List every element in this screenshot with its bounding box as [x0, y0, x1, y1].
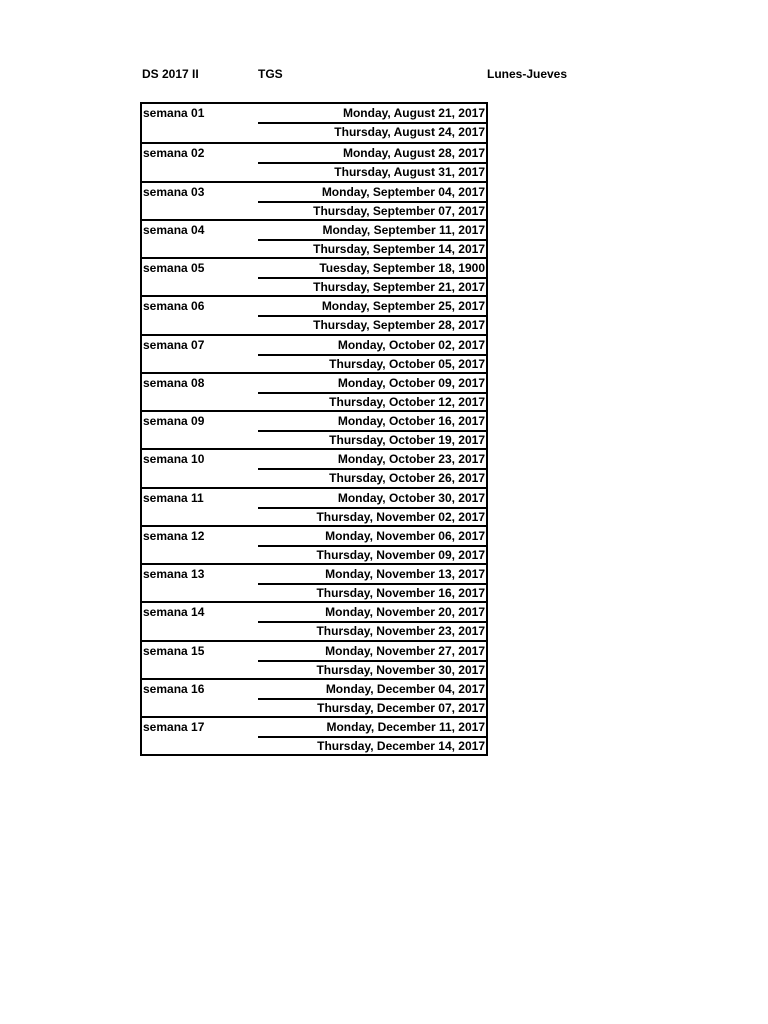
week-label: semana 03	[143, 184, 205, 199]
second-class-date: Thursday, September 21, 2017	[313, 280, 485, 294]
week-row	[142, 295, 486, 333]
second-class-date: Thursday, October 26, 2017	[329, 471, 485, 486]
week-row	[142, 104, 486, 142]
week-label: semana 13	[143, 567, 205, 581]
week-row	[142, 601, 486, 639]
week-label: semana 16	[143, 681, 205, 696]
week-row	[142, 257, 486, 295]
second-class-date: Thursday, September 14, 2017	[313, 241, 485, 256]
week-row	[142, 410, 486, 448]
first-class-date: Monday, November 13, 2017	[325, 567, 485, 581]
week-label: semana 06	[143, 299, 205, 314]
week-row	[142, 142, 486, 180]
first-class-date: Monday, October 09, 2017	[337, 375, 485, 390]
week-row	[142, 219, 486, 257]
second-class-date: Thursday, September 07, 2017	[313, 203, 485, 218]
week-label: semana 07	[143, 337, 205, 352]
week-label: semana 08	[143, 375, 205, 390]
week-label: semana 02	[143, 146, 205, 161]
week-label: semana 04	[143, 222, 205, 237]
second-class-date: Thursday, October 19, 2017	[329, 433, 485, 447]
second-class-date: Thursday, November 23, 2017	[316, 624, 485, 639]
week-label: semana 14	[143, 605, 205, 620]
subject-title: TGS	[258, 67, 283, 81]
first-class-date: Monday, August 28, 2017	[342, 146, 485, 161]
first-class-date: Monday, December 04, 2017	[325, 681, 485, 696]
week-label: semana 17	[143, 720, 205, 734]
first-class-date: Monday, October 02, 2017	[337, 337, 485, 352]
first-class-date: Monday, October 16, 2017	[337, 414, 485, 428]
course-title: DS 2017 II	[142, 67, 199, 81]
first-class-date: Monday, December 11, 2017	[326, 720, 485, 734]
first-class-date: Monday, November 20, 2017	[325, 605, 485, 620]
second-class-date: Thursday, October 05, 2017	[329, 356, 485, 371]
first-class-date: Monday, October 30, 2017	[337, 490, 485, 505]
second-class-date: Thursday, November 30, 2017	[316, 662, 485, 677]
week-row	[142, 640, 486, 678]
second-class-date: Thursday, December 07, 2017	[317, 700, 485, 715]
first-class-date: Monday, October 23, 2017	[337, 452, 485, 467]
first-class-date: Monday, November 27, 2017	[325, 643, 485, 658]
week-row	[142, 716, 486, 754]
week-row	[142, 678, 486, 716]
week-label: semana 01	[143, 106, 205, 120]
first-class-date: Tuesday, September 18, 1900	[319, 261, 485, 275]
week-label: semana 11	[143, 490, 204, 505]
week-label: semana 10	[143, 452, 205, 467]
first-class-date: Monday, August 21, 2017	[342, 106, 485, 120]
first-class-date: Monday, September 04, 2017	[321, 184, 485, 199]
second-class-date: Thursday, August 31, 2017	[334, 165, 485, 180]
second-class-date: Thursday, December 14, 2017	[317, 739, 485, 753]
second-class-date: Thursday, September 28, 2017	[313, 318, 485, 333]
schedule-table	[140, 102, 488, 756]
week-row	[142, 181, 486, 219]
week-label: semana 12	[143, 528, 205, 543]
first-class-date: Monday, November 06, 2017	[325, 528, 485, 543]
week-label: semana 15	[143, 643, 205, 658]
days-label: Lunes-Jueves	[487, 67, 568, 81]
second-class-date: Thursday, August 24, 2017	[334, 125, 485, 139]
first-class-date: Monday, September 25, 2017	[321, 299, 485, 314]
second-class-date: Thursday, November 09, 2017	[316, 547, 485, 562]
second-class-date: Thursday, November 16, 2017	[316, 586, 485, 600]
week-row	[142, 372, 486, 410]
week-label: semana 09	[143, 414, 205, 428]
week-row	[142, 448, 486, 486]
week-row	[142, 563, 486, 601]
second-class-date: Thursday, November 02, 2017	[316, 509, 485, 524]
week-row	[142, 487, 486, 525]
week-row	[142, 334, 486, 372]
week-label: semana 05	[143, 261, 205, 275]
first-class-date: Monday, September 11, 2017	[322, 222, 485, 237]
week-row	[142, 525, 486, 563]
second-class-date: Thursday, October 12, 2017	[329, 394, 485, 409]
